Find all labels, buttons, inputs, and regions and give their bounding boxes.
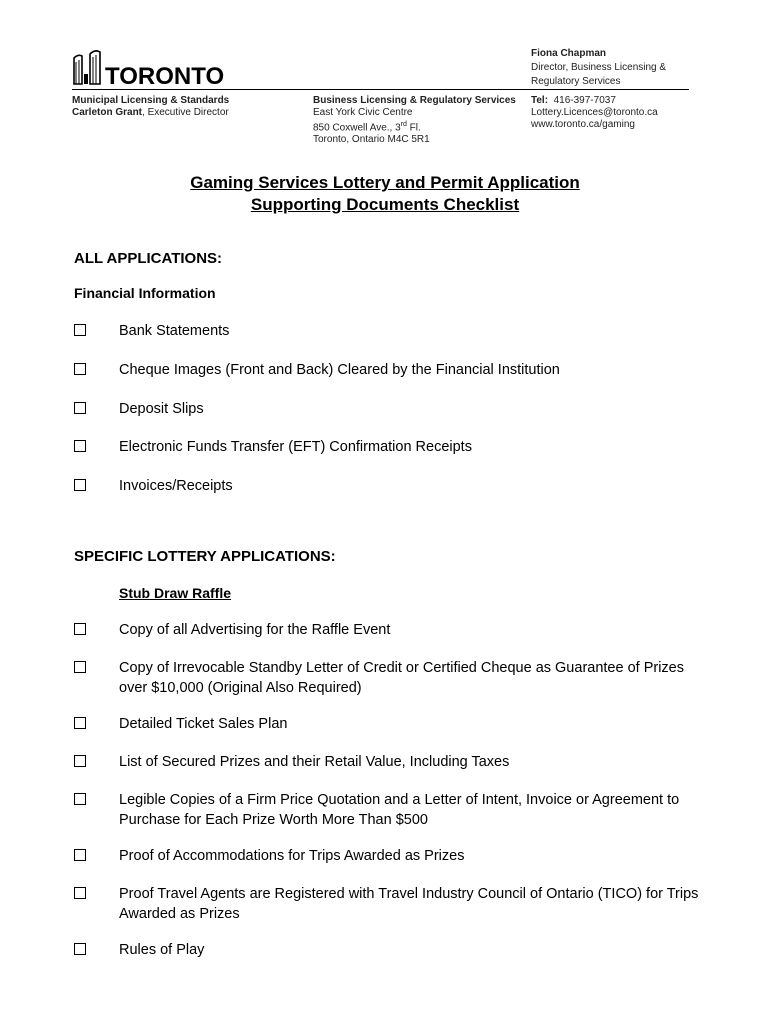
division-name: Municipal Licensing & Standards <box>72 95 230 106</box>
checkbox-empty-icon[interactable] <box>74 324 86 336</box>
item-label: Invoices/Receipts <box>119 478 233 494</box>
item-label: Copy of all Advertising for the Raffle Event <box>119 622 391 638</box>
header-col-contact <box>531 95 658 131</box>
checkbox-empty-icon[interactable] <box>74 479 86 491</box>
checkbox-empty-icon[interactable] <box>74 793 86 805</box>
item-label: Legible Copies of a Firm Price Quotation and a Letter of Intent, Invoice or Agreement to Purchase for Each Prize Worth More Than $500 <box>119 792 680 828</box>
phone-line <box>531 95 658 107</box>
subheading-financial: Financial Information <box>74 285 216 301</box>
title-line1: Gaming Services Lottery and Permit Application <box>190 173 580 192</box>
header-col-address <box>313 95 516 146</box>
office-name: Business Licensing & Regulatory Services <box>313 95 516 106</box>
item-label: Proof Travel Agents are Registered with Travel Industry Council of Ontario (TICO) for Trips Awarded as Prizes <box>119 886 699 922</box>
checkbox-empty-icon[interactable] <box>74 661 86 673</box>
tel-value: 416-397-7037 <box>553 95 616 106</box>
contact-email[interactable]: Lottery.Licences@toronto.ca <box>531 107 658 118</box>
section-heading-all: ALL APPLICATIONS: <box>74 250 223 267</box>
office-building: East York Civic Centre <box>313 107 413 118</box>
checkbox-empty-icon[interactable] <box>74 402 86 414</box>
executive-role: , Executive Director <box>142 107 229 118</box>
floor-ordinal: rd <box>400 121 407 128</box>
office-city: Toronto, Ontario M4C 5R1 <box>313 134 430 146</box>
subheading-stub-draw-raffle: Stub Draw Raffle <box>119 585 232 601</box>
city-hall-logo-icon <box>72 48 225 90</box>
item-label: Bank Statements <box>119 323 230 339</box>
checkbox-empty-icon[interactable] <box>74 887 86 899</box>
checkbox-empty-icon[interactable] <box>74 440 86 452</box>
item-label: Cheque Images (Front and Back) Cleared by the Financial Institution <box>119 362 560 378</box>
checkbox-empty-icon[interactable] <box>74 623 86 635</box>
logo-text: TORONTO <box>105 63 225 90</box>
section-heading-specific: SPECIFIC LOTTERY APPLICATIONS: <box>74 548 336 565</box>
item-label: Proof of Accommodations for Trips Awarded as Prizes <box>119 848 465 864</box>
item-label: Copy of Irrevocable Standby Letter of Credit or Certified Cheque as Guarantee of Prizes over $10,000 (Original Also Required) <box>119 660 684 696</box>
contact-website[interactable]: www.toronto.ca/gaming <box>531 119 635 130</box>
director-title-line2: Regulatory Services <box>531 76 621 87</box>
checkbox-empty-icon[interactable] <box>74 717 86 729</box>
header-divider <box>72 89 689 90</box>
title-line2: Supporting Documents Checklist <box>250 195 520 214</box>
item-label: Rules of Play <box>119 942 205 958</box>
checkbox-empty-icon[interactable] <box>74 363 86 375</box>
director-block <box>531 47 666 89</box>
tel-label: Tel: <box>531 95 549 106</box>
document-title <box>0 172 770 216</box>
executive-line <box>72 107 229 119</box>
office-street <box>313 119 516 134</box>
header-col-division <box>72 95 229 119</box>
street-text: 850 Coxwell Ave., 3 <box>313 122 401 134</box>
item-label: Electronic Funds Transfer (EFT) Confirmation Receipts <box>119 439 472 455</box>
director-title-line1: Director, Business Licensing & <box>531 62 667 73</box>
director-name: Fiona Chapman <box>531 48 607 59</box>
item-label: List of Secured Prizes and their Retail Value, Including Taxes <box>119 754 510 770</box>
checkbox-empty-icon[interactable] <box>74 849 86 861</box>
item-label: Detailed Ticket Sales Plan <box>119 716 288 732</box>
toronto-logo <box>72 48 225 90</box>
executive-name: Carleton Grant <box>72 107 143 118</box>
floor-text: Fl. <box>406 122 421 134</box>
checkbox-empty-icon[interactable] <box>74 943 86 955</box>
item-label: Deposit Slips <box>119 401 204 417</box>
checkbox-empty-icon[interactable] <box>74 755 86 767</box>
